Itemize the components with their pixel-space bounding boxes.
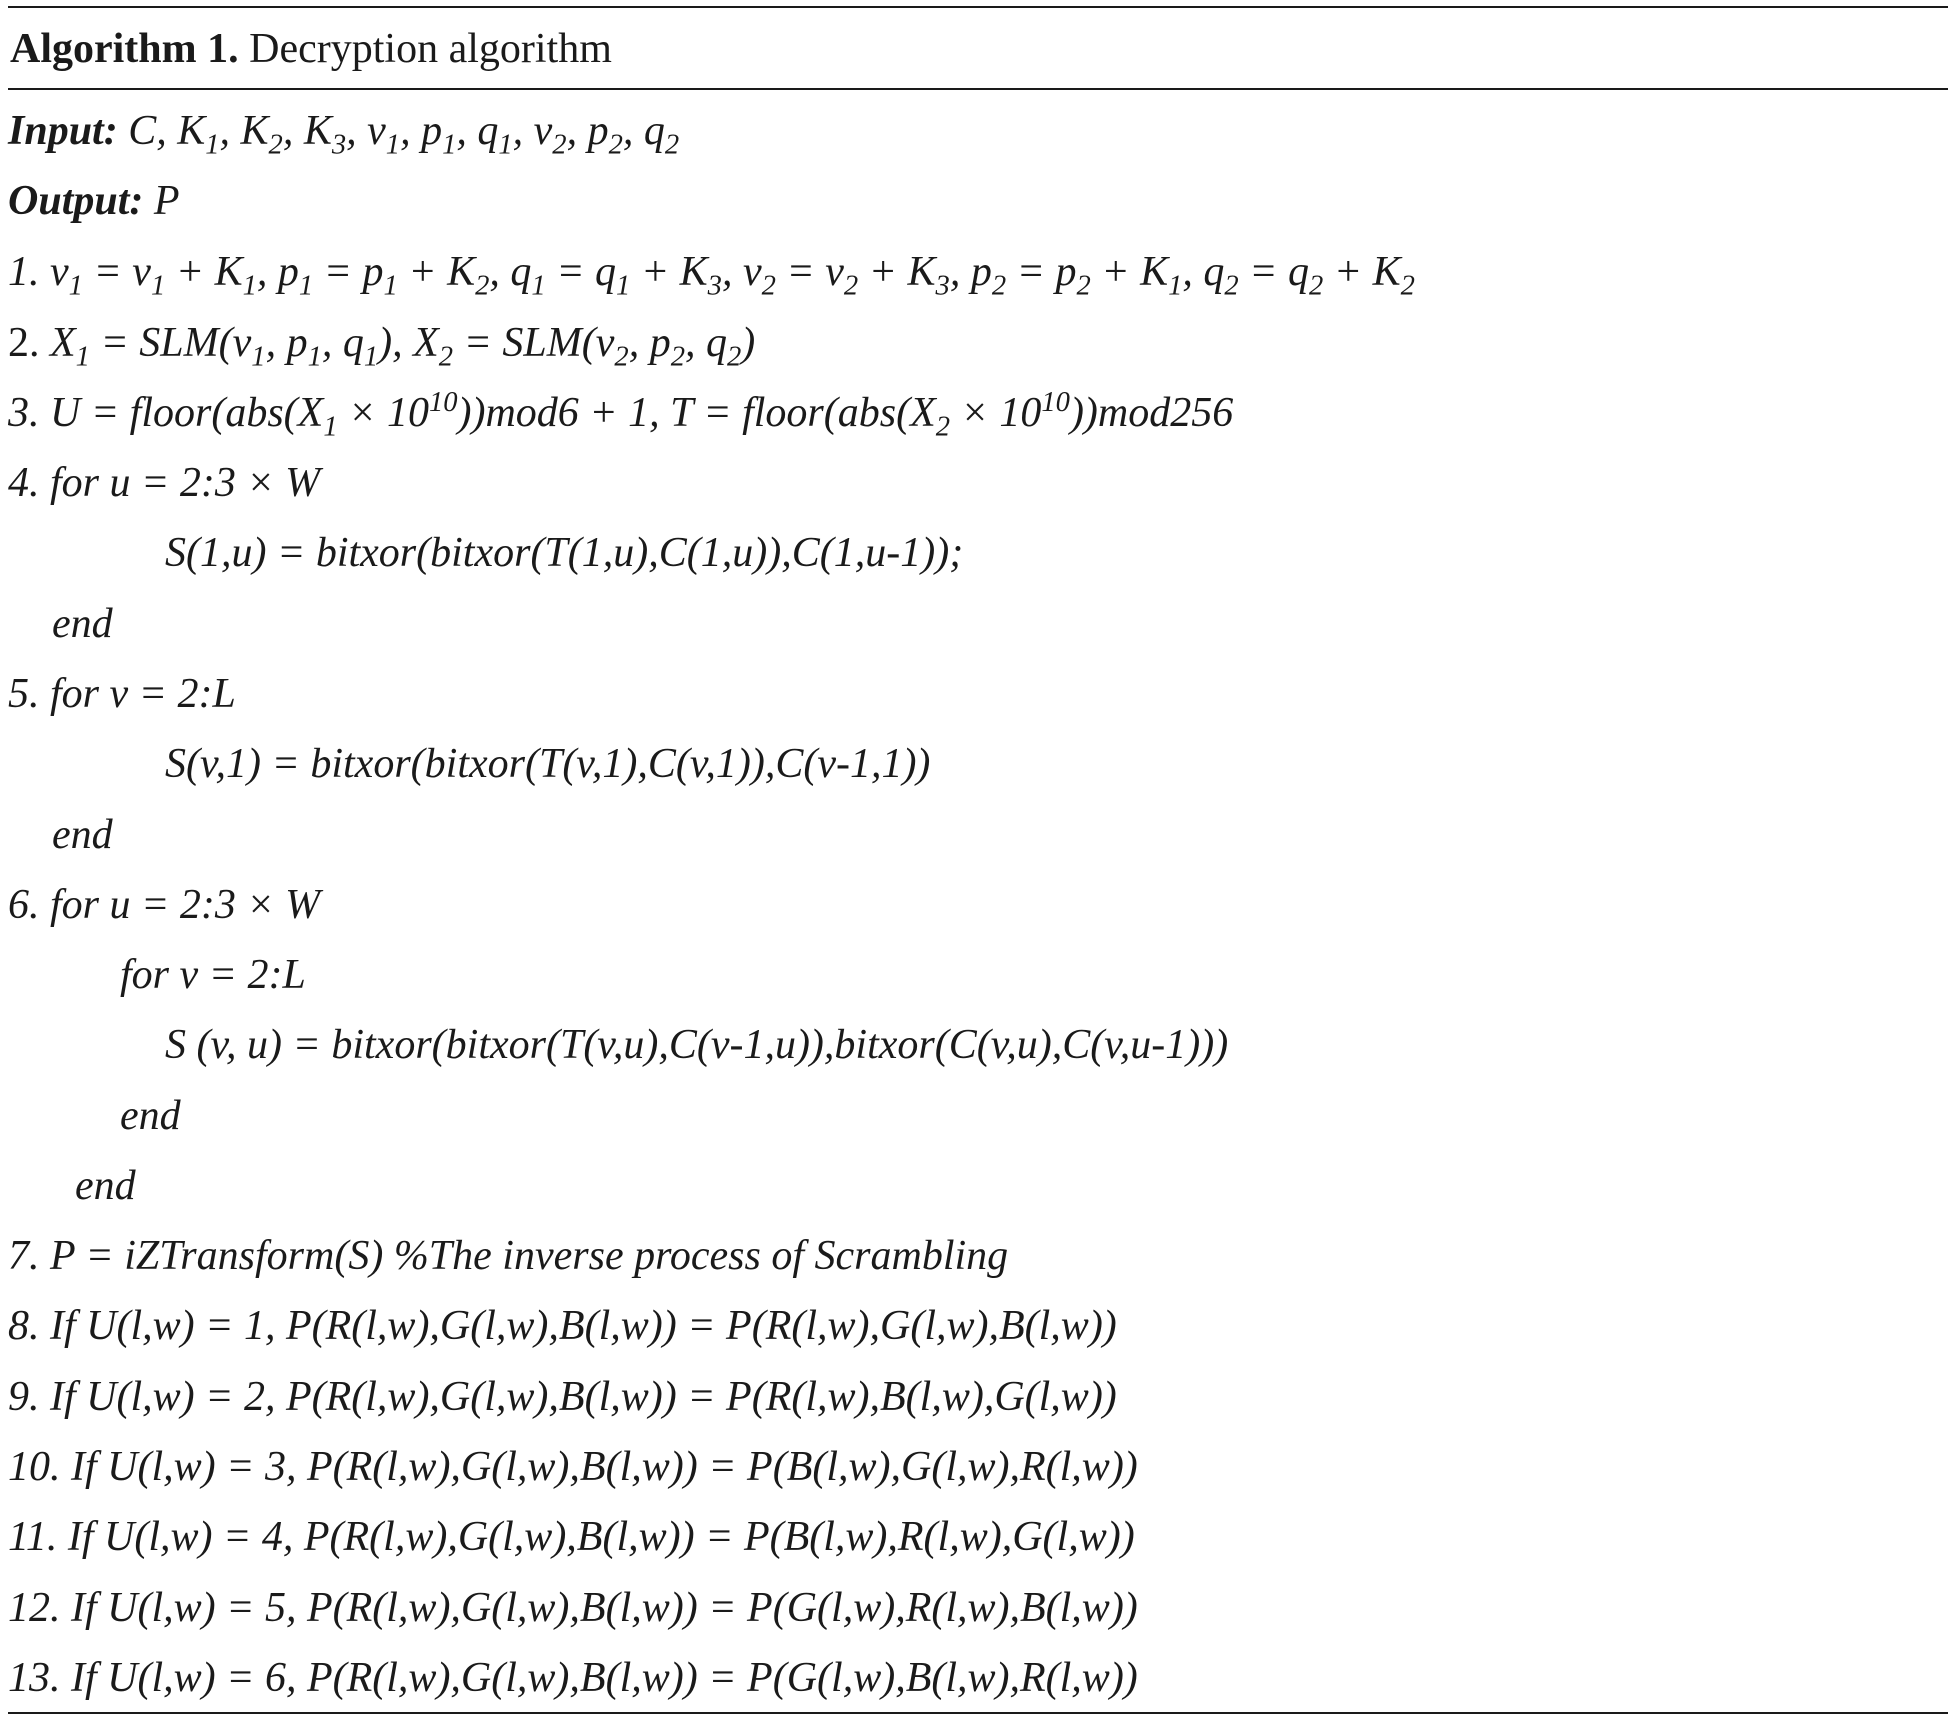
- step-number: 2.: [8, 320, 50, 366]
- assign-source: p: [1055, 249, 1077, 295]
- assign-key-sub: 2: [475, 270, 490, 302]
- assign-target-sub: 2: [1224, 270, 1239, 302]
- u-expr: × 10: [337, 390, 429, 436]
- output-label: Output:: [8, 178, 144, 224]
- input-var: K: [303, 108, 332, 154]
- slm-arg-sub: 2: [726, 341, 742, 373]
- step-4-end: end: [52, 601, 113, 647]
- input-var: q: [643, 108, 665, 154]
- input-var: p: [421, 108, 443, 154]
- slm-arg-sub: 1: [251, 341, 266, 373]
- input-variables: C, $K_1$, $K_2$, $K_3$, $v_1$, $p_1$, $q_1$, $v_2$, $p_2$, $q_2$: [128, 108, 680, 161]
- step-13: 13. If U(l,w) = 6, P(R(l,w),G(l,w),B(l,w)) = P(G(l,w),B(l,w),R(l,w)): [8, 1655, 1138, 1701]
- x1-var-sub: 1: [75, 341, 90, 373]
- step-6-for: 6. for u = 2:3 × W: [8, 882, 321, 928]
- step-12: 12. If U(l,w) = 5, P(R(l,w),G(l,w),B(l,w)) = P(G(l,w),R(l,w),B(l,w)): [8, 1585, 1138, 1631]
- t-expr-sub: 2: [935, 411, 951, 443]
- assign-target: p: [970, 249, 992, 295]
- assign-target-sub: 2: [761, 270, 776, 302]
- assign-key: K: [907, 249, 936, 295]
- input-var: v: [533, 108, 553, 154]
- u-expr-sub: 1: [323, 411, 338, 443]
- slm-arg: q: [705, 320, 727, 366]
- slm-arg-sub: 2: [614, 341, 629, 373]
- step-7: 7. P = iZTransform(S) %The inverse process of Scrambling: [8, 1233, 1009, 1279]
- step-9: 9. If U(l,w) = 2, P(R(l,w),G(l,w),B(l,w)) = P(R(l,w),B(l,w),G(l,w)): [8, 1374, 1117, 1420]
- assign-source: q: [595, 249, 617, 295]
- input-var: C: [128, 108, 157, 154]
- input-var: v: [367, 108, 386, 154]
- assign-key-sub: 2: [1400, 270, 1415, 302]
- step-6-end: end: [75, 1163, 136, 1209]
- assign-source: v: [132, 249, 151, 295]
- input-var: q: [477, 108, 499, 154]
- assign-source: q: [1287, 249, 1309, 295]
- assign-key: K: [679, 249, 708, 295]
- assign-source-sub: 1: [150, 270, 166, 302]
- step-1: 1. $v_1 = v_1 + K_1$, $p_1 = p_1 + K_2$, $q_1 = q_1 + K_3$, $v_2 = v_2 + K_3$, $p_2 = p_2 + K_1$, $q_2 = q_2 + K_2$: [8, 249, 1415, 302]
- slm-arg: q: [342, 320, 364, 366]
- step-11: 11. If U(l,w) = 4, P(R(l,w),G(l,w),B(l,w)) = P(B(l,w),R(l,w),G(l,w)): [8, 1514, 1135, 1560]
- assign-target: q: [1203, 249, 1225, 295]
- assign-key-sub: 3: [707, 270, 722, 302]
- input-var: K: [240, 108, 269, 154]
- caption-rule: [8, 88, 1948, 90]
- assign-source-sub: 2: [843, 270, 859, 302]
- output-variable: P: [153, 178, 180, 224]
- assign-key: K: [214, 249, 243, 295]
- slm-arg: v: [595, 320, 615, 366]
- t-expr: × 10: [950, 390, 1042, 436]
- slm-arg-sub: 2: [670, 341, 685, 373]
- input-var-sub: 2: [552, 129, 567, 161]
- assign-source-sub: 1: [616, 270, 631, 302]
- input-var-sub: 1: [205, 129, 220, 161]
- input-var-sub: 2: [268, 129, 283, 161]
- assign-target-sub: 2: [991, 270, 1007, 302]
- assign-target-sub: 1: [298, 270, 314, 302]
- step-10: 10. If U(l,w) = 3, P(R(l,w),G(l,w),B(l,w)) = P(B(l,w),G(l,w),R(l,w)): [8, 1444, 1138, 1490]
- step-2: 2. $X_1 = SLM(v_1$, $p_1$, $q_1$), $X_2 = SLM(v_2$, $p_2$, $q_2$): [8, 320, 756, 373]
- assign-source-sub: 2: [1076, 270, 1091, 302]
- input-var-sub: 1: [498, 129, 513, 161]
- t-expr: T = floor(abs(X: [670, 390, 936, 436]
- input-label: Input:: [8, 108, 118, 154]
- step-8: 8. If U(l,w) = 1, P(R(l,w),G(l,w),B(l,w)) = P(R(l,w),G(l,w),B(l,w)): [8, 1303, 1117, 1349]
- input-var-sub: 2: [608, 129, 623, 161]
- step-6-inner-for: for v = 2:L: [120, 952, 306, 998]
- assign-target: v: [742, 249, 762, 295]
- t-expr: ))mod256: [1069, 390, 1234, 436]
- slm-arg-sub: 1: [307, 341, 322, 373]
- u-expr: ))mod6 + 1,: [457, 390, 671, 436]
- input-var-sub: 1: [442, 129, 457, 161]
- slm-arg: v: [232, 320, 252, 366]
- caption-title: Decryption algorithm: [249, 26, 612, 72]
- assign-target: q: [510, 249, 532, 295]
- assign-key: K: [447, 249, 476, 295]
- u-expr-sup: 10: [428, 387, 458, 418]
- step-3: 3. $U = floor(abs(X_1 \times 10^{10}))mod6 + 1$, $T = floor(abs(X_2 \times 10^{10}))mod256$: [8, 387, 1234, 443]
- input-var: p: [587, 108, 609, 154]
- step-4-body: S(1,u) = bitxor(bitxor(T(1,u),C(1,u)),C(1,u-1));: [165, 530, 964, 576]
- assign-key-sub: 3: [935, 270, 950, 302]
- step-5-for: 5. for v = 2:L: [8, 671, 236, 717]
- input-var-sub: 1: [385, 129, 401, 161]
- assign-key: K: [1372, 249, 1401, 295]
- input-var-sub: 3: [331, 129, 347, 161]
- algorithm-caption: [10, 28, 612, 70]
- output-line: [8, 180, 180, 222]
- step-4-for: 4. for u = 2:3 × W: [8, 460, 321, 506]
- t-expr-sup: 10: [1041, 387, 1070, 418]
- assign-key-sub: 1: [242, 270, 257, 302]
- u-expr: U = floor(abs(X: [50, 390, 324, 436]
- assign-key: K: [1140, 249, 1169, 295]
- top-rule: [8, 6, 1948, 8]
- assign-source-sub: 2: [1308, 270, 1324, 302]
- step-5-end: end: [52, 812, 113, 858]
- step-5-body: S(v,1) = bitxor(bitxor(T(v,1),C(v,1)),C(v-1,1)): [165, 741, 931, 787]
- assign-source-sub: 1: [383, 270, 398, 302]
- x1-var: X: [50, 320, 76, 366]
- assign-target: p: [277, 249, 299, 295]
- x2-var-sub: 2: [438, 341, 454, 373]
- input-var-sub: 2: [664, 129, 680, 161]
- assign-target-sub: 1: [68, 270, 83, 302]
- slm-arg-sub: 1: [363, 341, 379, 373]
- bottom-rule: [8, 1712, 1948, 1714]
- caption-label: Algorithm 1.: [10, 26, 239, 72]
- assign-target: v: [50, 249, 69, 295]
- slm-arg: p: [286, 320, 308, 366]
- slm-arg: p: [649, 320, 671, 366]
- input-var: K: [177, 108, 206, 154]
- assign-source: p: [362, 249, 384, 295]
- assign-key-sub: 1: [1168, 270, 1183, 302]
- input-line: [8, 108, 680, 161]
- step-6-inner-end: end: [120, 1093, 181, 1139]
- assign-target-sub: 1: [531, 270, 546, 302]
- assign-source: v: [825, 249, 844, 295]
- step-6-body: S (v, u) = bitxor(bitxor(T(v,u),C(v-1,u)),bitxor(C(v,u),C(v,u-1))): [165, 1022, 1229, 1068]
- x2-var: X: [413, 320, 439, 366]
